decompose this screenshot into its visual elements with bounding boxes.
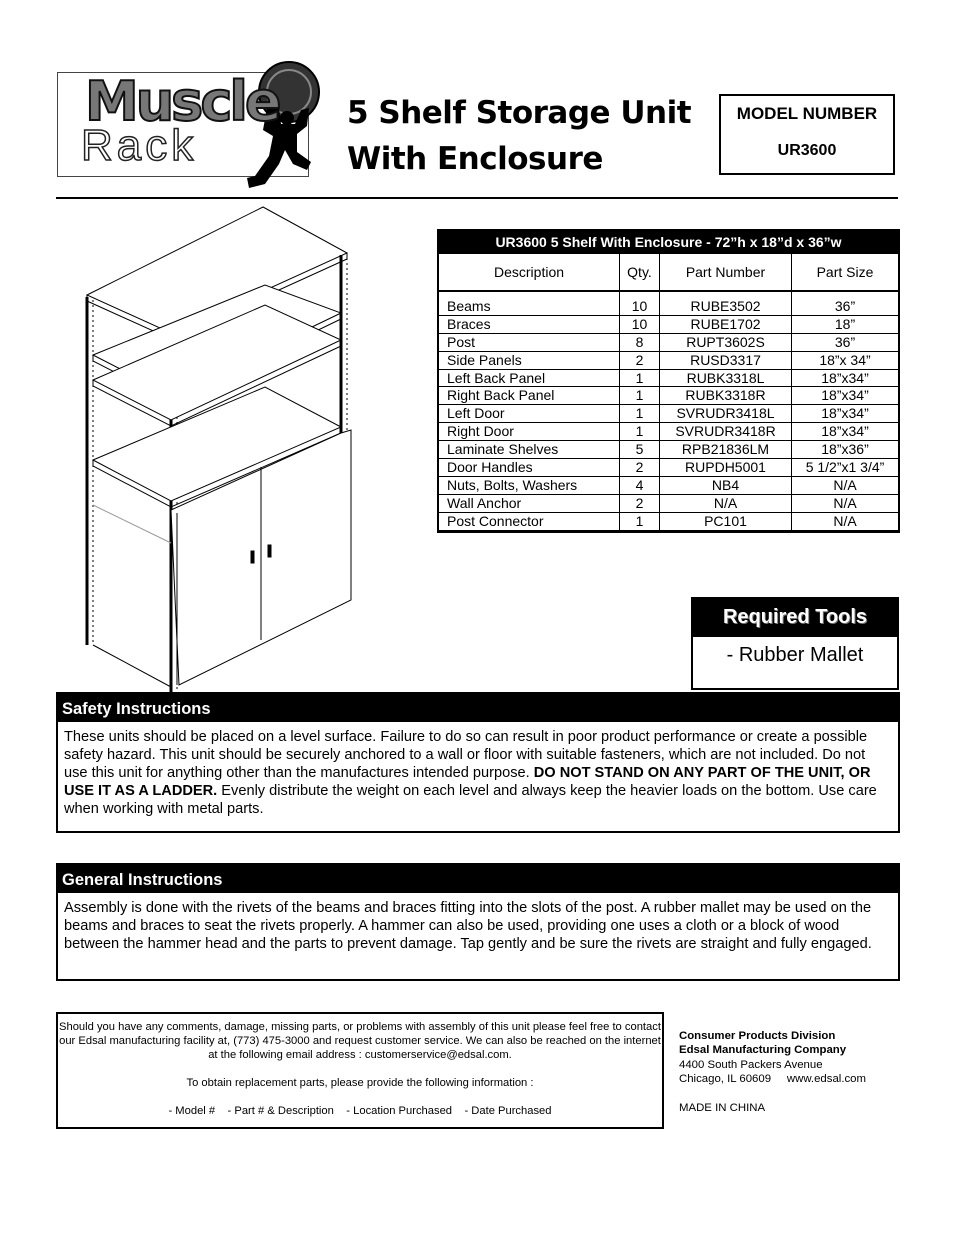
company-name: Edsal Manufacturing Company bbox=[679, 1044, 847, 1057]
storage-unit-illustration bbox=[75, 205, 355, 695]
cell-part-size: 18”x34” bbox=[792, 370, 898, 388]
cell-part-number: RUBE1702 bbox=[660, 316, 792, 334]
parts-table-header-row bbox=[439, 254, 898, 292]
muscle-rack-logo bbox=[57, 60, 327, 192]
table-row bbox=[439, 423, 898, 441]
company-address bbox=[679, 1029, 866, 1115]
cell-part-number: RUBE3502 bbox=[660, 298, 792, 316]
cell-part-size: N/A bbox=[792, 495, 898, 513]
cell-qty: 2 bbox=[620, 352, 660, 370]
safety-warning-bold: DO NOT STAND ON ANY PART OF THE UNIT, OR USE IT AS A LADDER. bbox=[64, 765, 871, 799]
column-header-qty: Qty. bbox=[620, 254, 660, 290]
header-divider bbox=[56, 197, 898, 199]
table-row bbox=[439, 352, 898, 370]
cell-qty: 5 bbox=[620, 441, 660, 459]
cell-description: Wall Anchor bbox=[439, 495, 620, 513]
cell-qty: 10 bbox=[620, 316, 660, 334]
cell-description: Left Door bbox=[439, 405, 620, 423]
cell-description: Braces bbox=[439, 316, 620, 334]
cell-description: Beams bbox=[439, 298, 620, 316]
model-number-label: MODEL NUMBER bbox=[736, 104, 878, 123]
cell-part-number: RUPDH5001 bbox=[660, 459, 792, 477]
cell-part-size: N/A bbox=[792, 513, 898, 531]
general-instructions-section bbox=[56, 863, 900, 981]
cell-part-size: 36” bbox=[792, 298, 898, 316]
table-row bbox=[439, 334, 898, 352]
safety-instructions-heading: Safety Instructions bbox=[58, 694, 898, 722]
table-row bbox=[439, 459, 898, 477]
required-tool-item: - Rubber Mallet bbox=[726, 644, 864, 666]
table-row bbox=[439, 513, 898, 531]
safety-text-part-1: These units should be placed on a level surface. Failure to do so can result in poor product performance or create a possible safety hazard. This unit should be securely anchored to a wall or floor with suitable fasteners, which are not included. Do not use this unit for anything other than the manufactures intended purpose. bbox=[64, 729, 868, 781]
cell-qty: 4 bbox=[620, 477, 660, 495]
cell-part-number: RUBK3318R bbox=[660, 387, 792, 405]
cell-description: Side Panels bbox=[439, 352, 620, 370]
company-city: Chicago, IL 60609 bbox=[679, 1073, 772, 1086]
cell-qty: 1 bbox=[620, 370, 660, 388]
safety-text-part-2: Evenly distribute the weight on each level and always keep the heavier loads on the bottom. Use care when working with metal parts. bbox=[64, 783, 877, 817]
column-header-part-size: Part Size bbox=[816, 264, 874, 280]
safety-instructions-section bbox=[56, 692, 900, 833]
cell-part-size: 18”x36” bbox=[792, 441, 898, 459]
cell-description: Laminate Shelves bbox=[439, 441, 620, 459]
title-line-1: 5 Shelf Storage Unit bbox=[347, 95, 692, 131]
logo-word-muscle: Muscle bbox=[85, 70, 279, 133]
general-instructions-text: Assembly is done with the rivets of the beams and braces fitting into the slots of the post. A rubber mallet may be used on the beams and braces to seat the rivets properly. A hammer can also be used, providing one uses a cloth or a block of wood between the hammer head and the parts to prevent damage. Tap gently and be sure the rivets are straight and fully engaged. bbox=[64, 900, 872, 952]
table-row bbox=[439, 441, 898, 459]
cell-qty: 1 bbox=[620, 423, 660, 441]
cell-part-size: 18”x34” bbox=[792, 387, 898, 405]
replacement-parts-fields: - Model # - Part # & Description - Location Purchased - Date Purchased bbox=[168, 1105, 552, 1117]
cell-part-number: RUPT3602S bbox=[660, 334, 792, 352]
cell-qty: 2 bbox=[620, 495, 660, 513]
company-division: Consumer Products Division bbox=[679, 1030, 836, 1042]
cell-description: Nuts, Bolts, Washers bbox=[439, 477, 620, 495]
cell-part-size: 36” bbox=[792, 334, 898, 352]
cell-description: Left Back Panel bbox=[439, 370, 620, 388]
cell-part-size: 5 1/2”x1 3/4” bbox=[792, 459, 898, 477]
company-city-line bbox=[679, 1072, 866, 1086]
cell-qty: 1 bbox=[620, 405, 660, 423]
cell-qty: 1 bbox=[620, 513, 660, 531]
company-street: 4400 South Packers Avenue bbox=[679, 1058, 823, 1071]
parts-table-body bbox=[439, 298, 898, 531]
safety-instructions-text bbox=[58, 722, 898, 828]
cell-description: Door Handles bbox=[439, 459, 620, 477]
trademark-mark: TM bbox=[293, 158, 305, 167]
page-title bbox=[347, 90, 691, 182]
cell-part-number: SVRUDR3418L bbox=[660, 405, 792, 423]
customer-service-box bbox=[56, 1012, 664, 1129]
model-number-box bbox=[719, 94, 895, 175]
table-row bbox=[439, 495, 898, 513]
cell-description: Post Connector bbox=[439, 513, 620, 531]
replacement-parts-note: To obtain replacement parts, please provide the following information : bbox=[186, 1077, 534, 1089]
cell-qty: 2 bbox=[620, 459, 660, 477]
title-line-2: With Enclosure bbox=[347, 141, 603, 177]
cell-part-number: RUBK3318L bbox=[660, 370, 792, 388]
cell-part-number: RUSD3317 bbox=[660, 352, 792, 370]
cell-part-number: RPB21836LM bbox=[660, 441, 792, 459]
cell-part-size: 18”x34” bbox=[792, 405, 898, 423]
table-row bbox=[439, 477, 898, 495]
cell-part-number: SVRUDR3418R bbox=[660, 423, 792, 441]
parts-list-table bbox=[437, 229, 900, 533]
cell-part-number: N/A bbox=[660, 495, 792, 513]
model-number-value: UR3600 bbox=[777, 142, 837, 159]
cell-part-size: N/A bbox=[792, 477, 898, 495]
cell-description: Post bbox=[439, 334, 620, 352]
table-row bbox=[439, 316, 898, 334]
cell-qty: 10 bbox=[620, 298, 660, 316]
cell-part-size: 18”x 34” bbox=[792, 352, 898, 370]
required-tools-box bbox=[691, 597, 899, 690]
column-header-part-number: Part Number bbox=[660, 254, 792, 290]
table-row bbox=[439, 370, 898, 388]
cell-part-number: NB4 bbox=[660, 477, 792, 495]
table-row bbox=[439, 387, 898, 405]
cell-part-size: 18”x34” bbox=[792, 423, 898, 441]
cell-description: Right Door bbox=[439, 423, 620, 441]
logo-word-rack: Rack bbox=[81, 121, 198, 170]
general-instructions-heading: General Instructions bbox=[58, 865, 898, 893]
required-tools-heading: Required Tools bbox=[693, 599, 897, 637]
column-header-description: Description bbox=[439, 254, 620, 290]
cell-qty: 1 bbox=[620, 387, 660, 405]
company-website-link[interactable]: www.edsal.com bbox=[786, 1073, 867, 1086]
table-row bbox=[439, 298, 898, 316]
contact-paragraph: Should you have any comments, damage, missing parts, or problems with assembly of this unit please feel free to contact our Edsal manufacturing facility at, (773) 475-3000 and request customer service. We can also be reached on the internet at the following email address : customerservice@edsal.com. bbox=[59, 1021, 661, 1061]
country-of-origin: MADE IN CHINA bbox=[679, 1101, 766, 1114]
cell-qty: 8 bbox=[620, 334, 660, 352]
cell-description: Right Back Panel bbox=[439, 387, 620, 405]
cell-part-number: PC101 bbox=[660, 513, 792, 531]
parts-table-caption: UR3600 5 Shelf With Enclosure - 72”h x 18”d x 36”w bbox=[439, 231, 898, 254]
cell-part-size: 18” bbox=[792, 316, 898, 334]
table-row bbox=[439, 405, 898, 423]
